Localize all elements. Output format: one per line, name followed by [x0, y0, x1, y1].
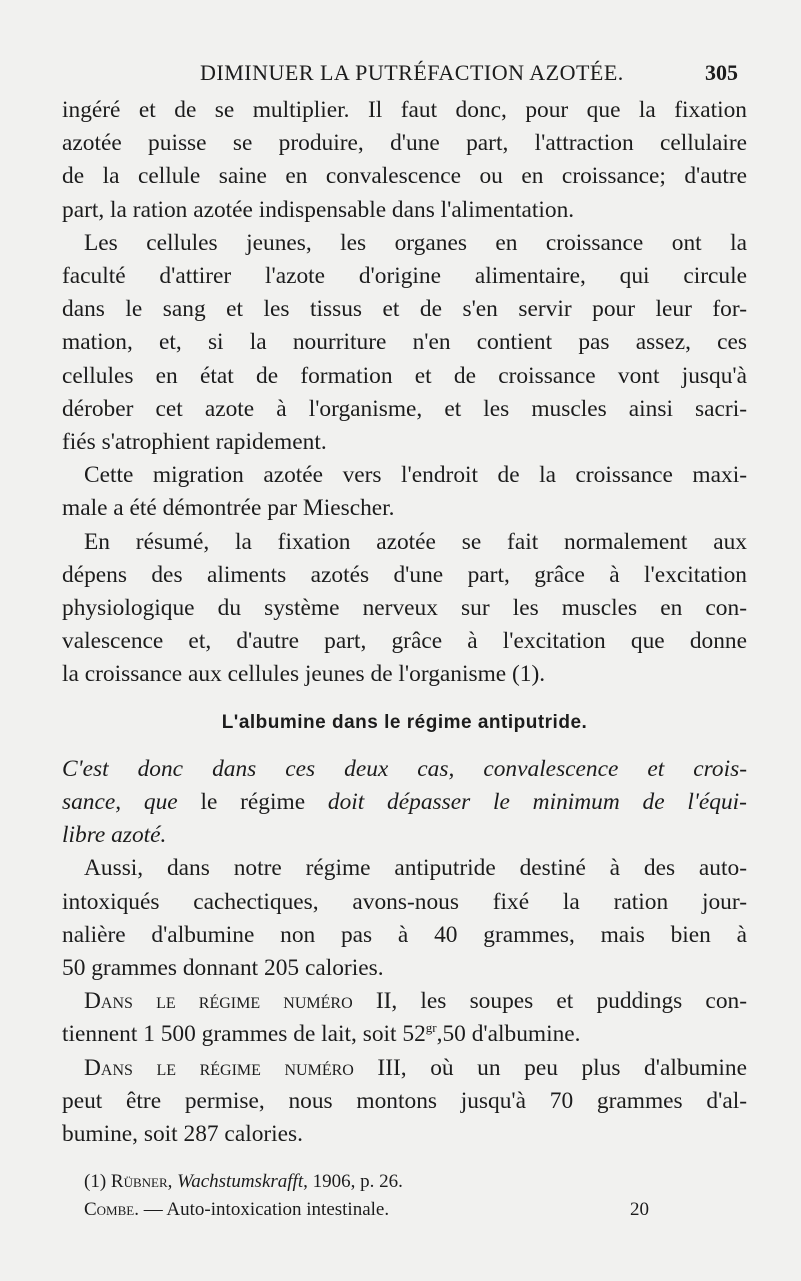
text-line — [62, 1018, 747, 1051]
text-line: peut être permise, nous montons jusqu'à 70 grammes d'al- — [62, 1087, 747, 1114]
text-line: faculté d'attirer l'azote d'origine alimentaire, qui circule — [62, 263, 747, 290]
text-line: la croissance aux cellules jeunes de l'organisme (1). — [62, 661, 546, 688]
text-line — [62, 985, 747, 1018]
text-line: physiologique du système nerveux sur les muscles en con- — [62, 595, 747, 622]
footnote-1 — [84, 1168, 744, 1196]
small-caps-lead: Dans le régime numéro — [84, 988, 353, 1015]
text-line — [62, 1052, 747, 1085]
paragraph-2 — [62, 227, 747, 459]
text-line: Cette migration azotée vers l'endroit de la croissance maxi- — [84, 462, 747, 489]
page-number: 305 — [705, 60, 738, 85]
text-line — [62, 819, 747, 852]
paragraph-8 — [62, 1052, 747, 1152]
paragraph-4 — [62, 526, 747, 692]
roman-text: ,50 d'albumine. — [436, 1021, 581, 1048]
body-text — [62, 94, 747, 1151]
italic-text: C'est donc dans ces deux cas, convalescence et crois- — [62, 755, 747, 782]
text-line: mation, et, si la nourriture n'en contient pas assez, ces — [62, 329, 747, 356]
footnote-separator: , — [167, 1171, 178, 1192]
text-line — [62, 753, 747, 786]
printer-signature — [84, 1196, 744, 1224]
text-line: dans le sang et les tissus et de s'en servir pour leur for- — [62, 296, 747, 323]
roman-text: le régime — [177, 789, 328, 816]
signature-author: Combe — [84, 1199, 135, 1220]
paragraph-5 — [62, 753, 747, 853]
footnote-marker: (1) — [84, 1171, 111, 1192]
text-line: 50 grammes donnant 205 calories. — [62, 955, 384, 982]
paragraph-6 — [62, 852, 747, 985]
paragraph-7 — [62, 985, 747, 1051]
superscript: gr — [425, 1020, 437, 1036]
footnote-author: Rübner — [110, 1171, 168, 1192]
signature-number: 20 — [630, 1199, 649, 1220]
text-line: dérober cet azote à l'organisme, et les muscles ainsi sacri- — [62, 395, 747, 422]
footnote-title: Wachstumskrafft — [177, 1171, 304, 1192]
roman-text: II, les soupes et puddings con- — [352, 988, 747, 1015]
footnotes — [84, 1168, 744, 1224]
text-line: de la cellule saine en convalescence ou en croissance; d'autre — [62, 163, 747, 190]
text-line: En résumé, la fixation azotée se fait normalement aux — [84, 528, 747, 555]
italic-text: sance, que — [62, 789, 178, 816]
paragraph-1 — [62, 94, 747, 227]
text-line: Aussi, dans notre régime antiputride destiné à des auto- — [84, 855, 747, 882]
roman-text: tiennent 1 500 grammes de lait, soit 52 — [62, 1021, 426, 1048]
text-line: Les cellules jeunes, les organes en croissance ont la — [84, 229, 747, 256]
text-line: nalière d'albumine non pas à 40 grammes, mais bien à — [62, 921, 747, 948]
text-line: fiés s'atrophient rapidement. — [62, 429, 327, 456]
running-title: DIMINUER LA PUTRÉFACTION AZOTÉE. — [200, 60, 624, 85]
text-line: male a été démontrée par Miescher. — [62, 495, 395, 522]
signature-title: . — Auto-intoxication intestinale. — [134, 1199, 390, 1220]
section-heading: L'albumine dans le régime antiputride. — [221, 711, 588, 733]
footnote-rest: , 1906, p. 26. — [303, 1171, 403, 1192]
text-line: ingéré et de se multiplier. Il faut donc, pour que la fixation — [62, 97, 747, 123]
roman-text: III, où un peu plus d'albumine — [353, 1054, 747, 1081]
text-line: azotée puisse se produire, d'une part, l'attraction cellulaire — [62, 130, 747, 157]
small-caps-lead: Dans le régime numéro — [84, 1054, 354, 1081]
text-line: cellules en état de formation et de croissance vont jusqu'à — [62, 362, 747, 389]
italic-text: doit dépasser le minimum de l'équi- — [327, 789, 747, 816]
text-line: intoxiqués cachectiques, avons-nous fixé la ration jour- — [62, 888, 747, 915]
text-line: bumine, soit 287 calories. — [62, 1121, 304, 1148]
text-line — [62, 786, 747, 819]
text-line: part, la ration azotée indispensable dans l'alimentation. — [62, 196, 575, 223]
text-line: dépens des aliments azotés d'une part, grâce à l'excitation — [62, 561, 747, 588]
text-line: valescence et, d'autre part, grâce à l'excitation que donne — [62, 628, 747, 655]
paragraph-3 — [62, 459, 747, 525]
italic-text: libre azoté. — [62, 822, 167, 849]
